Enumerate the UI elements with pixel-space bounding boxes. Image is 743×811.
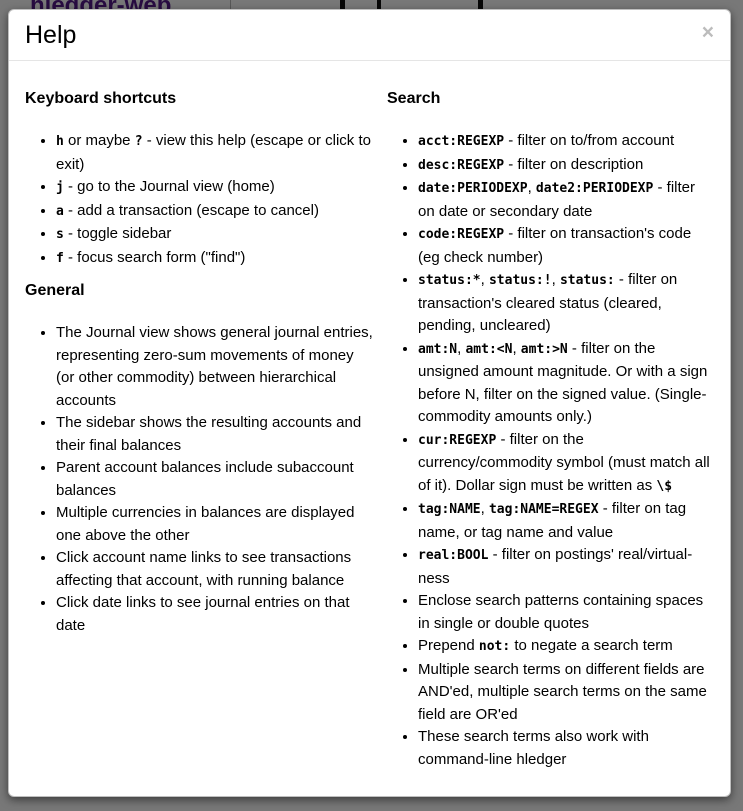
- list-item: • a - add a transaction (escape to cancel): [56, 200, 374, 224]
- code-span: ?: [134, 134, 143, 149]
- list-item: • The sidebar shows the resulting accounts and their final balances: [56, 412, 374, 457]
- list-item: • s - toggle sidebar: [56, 223, 374, 247]
- code-span: amt:>N: [520, 341, 568, 357]
- list-item: • Multiple search terms on different fields are AND'ed, multiple search terms on the same field are OR'ed: [418, 659, 714, 727]
- help-column-left: [25, 88, 374, 781]
- code-span: tag:NAME=REGEX: [488, 502, 599, 517]
- search-list: [387, 130, 714, 771]
- code-span: f: [56, 250, 64, 266]
- modal-title: Help: [25, 21, 77, 49]
- list-item: • tag:NAME, tag:NAME=REGEX - filter on tag name, or tag name and value: [418, 498, 714, 544]
- general-heading: General: [25, 282, 85, 299]
- code-span: cur:REGEXP: [418, 432, 497, 448]
- list-item: • code:REGEXP - filter on transaction's code (eg check number): [418, 223, 714, 269]
- code-span: status:: [559, 273, 615, 288]
- general-list: [25, 322, 374, 637]
- code-span: status:*: [418, 273, 481, 288]
- code-span: tag:NAME: [418, 502, 481, 517]
- keyboard-shortcuts-list: [25, 130, 374, 270]
- list-item: • desc:REGEXP - filter on description: [418, 154, 714, 178]
- list-item: • real:BOOL - filter on postings' real/virtual-ness: [418, 544, 714, 590]
- list-item: • These search terms also work with command-line hledger: [418, 726, 714, 771]
- list-item: • status:*, status:!, status: - filter on transaction's cleared status (cleared, pending, uncleared): [418, 269, 714, 338]
- list-item: • amt:N, amt:<N, amt:>N - filter on the unsigned amount magnitude. Or with a sign before N, filter on the signed value. (Single-commodity amounts only.): [418, 338, 714, 429]
- code-span: date:PERIODEXP: [418, 181, 528, 196]
- list-item: • Parent account balances include subaccount balances: [56, 457, 374, 502]
- code-span: date2:PERIODEXP: [535, 181, 654, 196]
- list-item: • date:PERIODEXP, date2:PERIODEXP - filter on date or secondary date: [418, 177, 714, 223]
- code-span: status:!: [488, 273, 552, 288]
- list-item: • Multiple currencies in balances are displayed one above the other: [56, 502, 374, 547]
- list-item: • h or maybe ? - view this help (escape or click to exit): [56, 130, 374, 176]
- list-item: • f - focus search form ("find"): [56, 247, 374, 271]
- code-span: not:: [478, 639, 511, 654]
- help-modal: [8, 9, 731, 797]
- code-span: j: [56, 180, 64, 195]
- code-span: amt:N: [418, 341, 458, 357]
- list-item: • Enclose search patterns containing spaces in single or double quotes: [418, 590, 714, 635]
- list-item: • The Journal view shows general journal entries, representing zero-sum movements of money (or other commodity) between hierarchical accounts: [56, 322, 374, 412]
- code-span: real:BOOL: [418, 548, 489, 563]
- code-span: acct:REGEXP: [418, 134, 505, 149]
- code-span: s: [56, 227, 64, 242]
- code-span: a: [56, 203, 64, 219]
- list-item: • cur:REGEXP - filter on the currency/commodity symbol (must match all of it). Dollar sign must be written as \$: [418, 429, 714, 499]
- modal-header: [9, 10, 730, 61]
- list-item: • Click date links to see journal entries on that date: [56, 592, 374, 637]
- keyboard-shortcuts-heading: Keyboard shortcuts: [25, 90, 177, 107]
- list-item: • Prepend not: to negate a search term: [418, 635, 714, 659]
- list-item: • j - go to the Journal view (home): [56, 176, 374, 200]
- code-span: \$: [656, 478, 673, 494]
- code-span: desc:REGEXP: [418, 157, 505, 173]
- list-item: • acct:REGEXP - filter on to/from account: [418, 130, 714, 154]
- list-item: • Click account name links to see transactions affecting that account, with running balance: [56, 547, 374, 592]
- modal-body: [9, 61, 730, 797]
- code-span: h: [56, 134, 64, 149]
- code-span: code:REGEXP: [418, 227, 505, 242]
- search-heading: Search: [387, 90, 441, 107]
- close-icon[interactable]: ×: [701, 21, 714, 44]
- help-column-right: [387, 88, 714, 781]
- code-span: amt:<N: [465, 341, 513, 357]
